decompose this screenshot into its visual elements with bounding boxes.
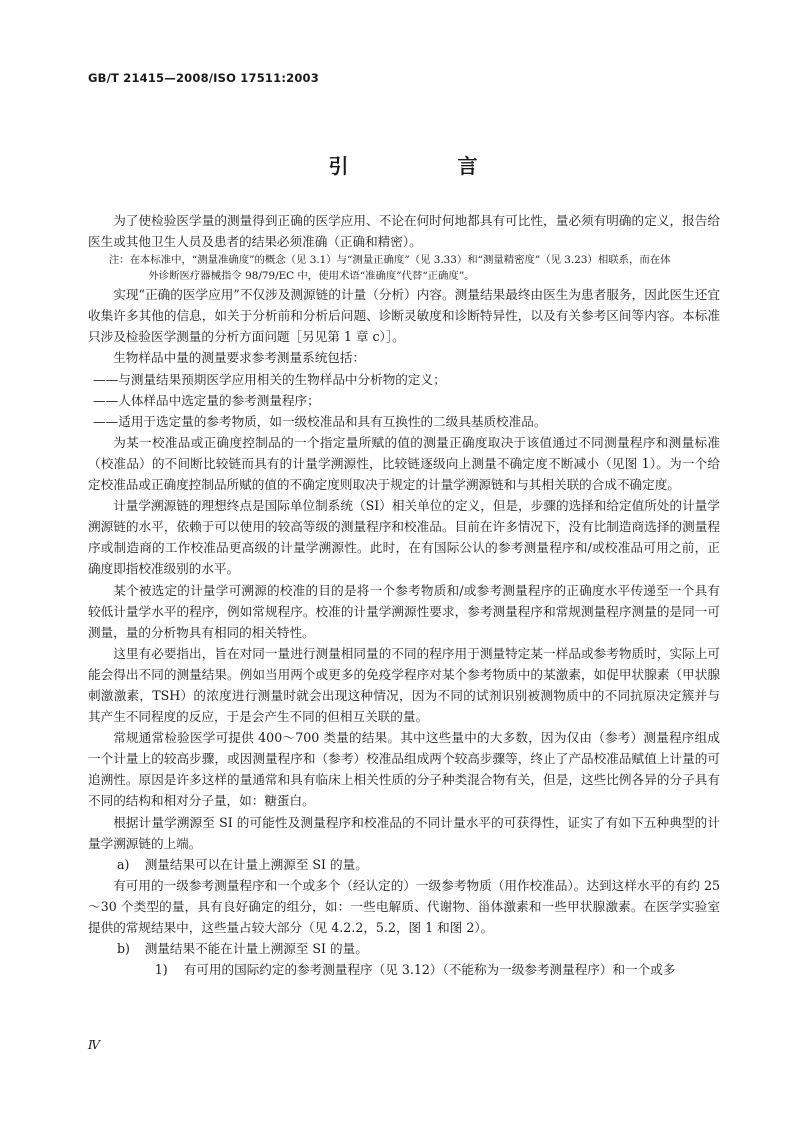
page-number: Ⅳ xyxy=(88,1038,100,1052)
list-marker-1: 1) xyxy=(154,962,168,978)
note-line-1: 注：在本标准中，“测量准确度”的概念（见 3.1）与“测量正确度”（见 3.33）和“测量精密度”（见 3.23）相联系，而在体 xyxy=(108,254,671,267)
paragraph-five-chains: 根据计量学溯源至 SI 的可能性及测量程序和校准品的不同计量水平的可获得性，证实了有如下五种典型的计量学溯源链的上端。 xyxy=(88,814,720,851)
list-item-b xyxy=(88,938,720,959)
paragraph-reference-system: 生物样品中量的测量要求参考测量系统包括： xyxy=(113,350,366,366)
paragraph-routine-quantities: 常规通常检验医学可提供 400～700 类量的结果。其中这些量中的大多数，因为仅由（参考）测量程序组成一个计量上的较高步骤，或因测量程序和（参考）校准品组成两个较高步骤等，终止了产品校准品赋值上计量的可追溯性。原因是许多这样的量通常和具有临床上相关性质的分子种类混合物有关，但是，这些比例各异的分子具有不同的结构和相对分子量，如：糖蛋白。 xyxy=(88,730,720,809)
list-marker-b: b) xyxy=(116,941,130,957)
standard-code-header: GB/T 21415—2008/ISO 17511:2003 xyxy=(88,71,319,85)
paragraph-calibration-purpose: 某个被选定的计量学可溯源的校准的目的是将一个参考物质和/或参考测量程序的正确度水平传递至一个具有较低计量学水平的程序，例如常规程序。校准的计量学溯源性要求，参考测量程序和常规测量程序测量的是同一可测量，量的分析物具有相同的相关特性。 xyxy=(88,582,720,640)
list-subitem-1 xyxy=(88,959,720,980)
note-line-2: 外诊断医疗器械指令 98/79/EC 中，使用术语“准确度”代替“正确度”。 xyxy=(148,270,475,283)
paragraph-primary-reference: 有可用的一级参考测量程序和一个或多个（经认定的）一级参考物质（用作校准品）。达到这样水平的有约 25～30 个类型的量，具有良好确定的组分，如：一些电解质、代谢物、甾体激素和一些甲状腺激素。在医学实验室提供的常规结果中，这些量占较大部分（见 4.2.2，5.2，图 1 和图 2）。 xyxy=(88,877,720,935)
list-item-a xyxy=(88,854,720,875)
paragraph-intro: 为了使检验医学量的测量得到正确的医学应用、不论在何时何地都具有可比性，量必须有明确的定义，报告给医生或其他卫生人员及患者的结果必须准确（正确和精密）。 xyxy=(88,213,720,250)
paragraph-different-results: 这里有必要指出，旨在对同一量进行测量相同量的不同的程序用于测量特定某一样品或参考物质时，实际上可能会得出不同的测量结果。例如当用两个或更多的免疫学程序对某个参考物质中的某激素，如促甲状腺素（甲状腺刺激激素，TSH）的浓度进行测量时就会出现这种情况，因为不同的试剂识别被测物质中的不同抗原决定簇并与其产生不同程度的反应，于是会产生不同的但相互关联的量。 xyxy=(88,645,720,725)
paragraph-medical-application: 实现“正确的医学应用”不仅涉及测源链的计量（分析）内容。测量结果最终由医生为患者服务，因此医生还宜收集许多其他的信息，如关于分析前和分析后问题、诊断灵敏度和诊断特异性，以及有关参考区间等内容。本标准只涉及检验医学测量的分析方面问题［另见第 1 章 c）］。 xyxy=(88,287,720,345)
list-text-b: 测量结果不能在计量上溯源至 SI 的量。 xyxy=(144,941,368,957)
list-marker-a: a) xyxy=(116,856,130,872)
page-title: 引 言 xyxy=(328,154,512,178)
dash-item-procedure: ——人体样品中选定量的参考测量程序； xyxy=(93,392,320,408)
paragraph-trueness: 为某一校准品或正确度控制品的一个指定量所赋的值的测量正确度取决于该值通过不同测量程序和测量标准（校准品）的不间断比较链而具有的计量学溯源性，比较链逐级向上测量不确定度不断减小（见图 1）。为一个给定校准品或正确度控制品所赋的值的不确定度则取决于规定的计量学溯源链和与其相关联的合成不确定度。 xyxy=(88,434,720,493)
paragraph-si-endpoint: 计量学溯源链的理想终点是国际单位制系统（SI）相关单位的定义，但是，步骤的选择和给定值所处的计量学溯源链的水平，依赖于可以使用的较高等级的测量程序和校准品。目前在许多情况下，没有比制造商选择的测量程序或制造商的工作校准品更高级的计量学溯源性。此时，在有国际公认的参考测量程序和/或校准品可用之前，正确度即指校准级别的水平。 xyxy=(88,498,720,577)
list-text-1: 有可用的国际约定的参考测量程序（见 3.12）（不能称为一级参考测量程序）和一个或多 xyxy=(183,962,676,978)
dash-item-material: ——适用于选定量的参考物质，如一级校准品和具有互换性的二级具基质校准品。 xyxy=(93,413,547,429)
dash-item-definition: ——与测量结果预期医学应用相关的生物样品中分析物的定义； xyxy=(93,371,446,387)
note xyxy=(88,252,720,284)
list-text-a: 测量结果可以在计量上溯源至 SI 的量。 xyxy=(144,856,368,872)
document-body xyxy=(88,210,720,980)
